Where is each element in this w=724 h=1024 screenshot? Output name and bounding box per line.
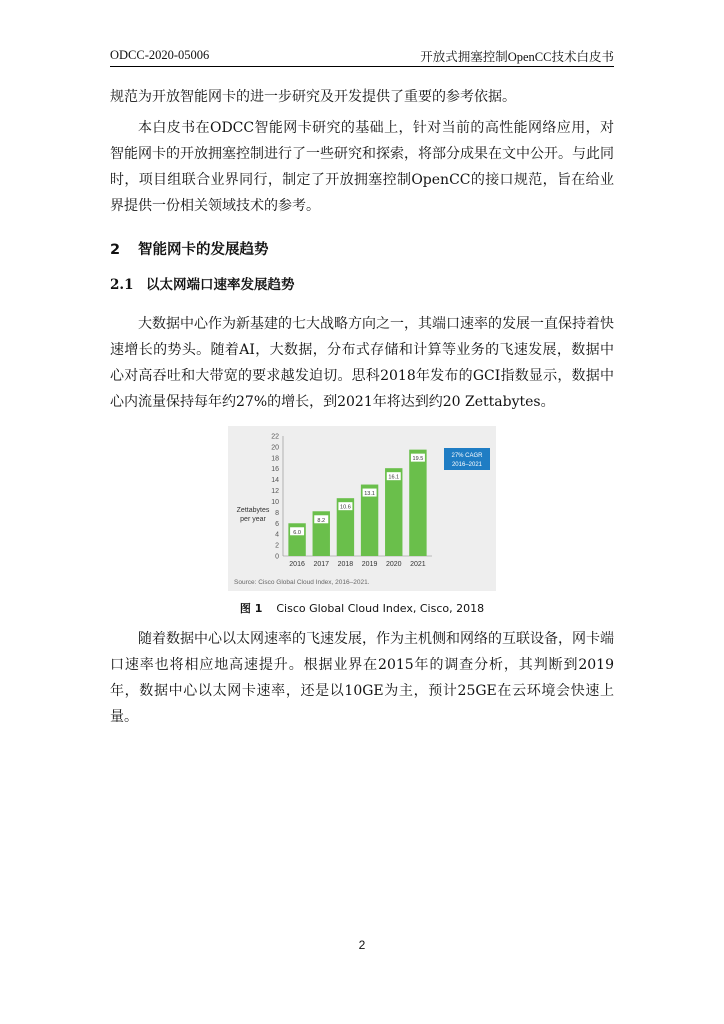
cagr-annotation: 27% CAGR xyxy=(451,453,483,459)
y-tick-label: 8 xyxy=(275,509,279,517)
subsection-title: 以太网端口速率发展趋势 xyxy=(146,277,295,293)
chart-source: Source: Cisco Global Cloud Index, 2016–2021. xyxy=(234,579,370,586)
body-paragraph-2: 随着数据中心以太网速率的飞速发展，作为主机侧和网络的互联设备，网卡端口速率也将相应地高速提升。根据业界在2015年的调查分析，其判断到2019年，数据中心以太网卡速率，还是以10GE为主，预计25GE在云环境会快速上量。 xyxy=(110,631,614,725)
x-tick-label: 2019 xyxy=(361,561,378,568)
x-tick-label: 2020 xyxy=(385,561,402,568)
header-doc-title: 开放式拥塞控制OpenCC技术白皮书 xyxy=(420,50,614,64)
bar-value-label: 13.1 xyxy=(364,491,375,498)
subsection-number: 2.1 xyxy=(110,277,134,293)
x-tick-label: 2016 xyxy=(289,561,305,568)
y-tick-label: 0 xyxy=(275,553,279,561)
y-tick-label: 6 xyxy=(275,520,279,528)
figure-label: 图 1 xyxy=(239,602,263,615)
section-title: 智能网卡的发展趋势 xyxy=(138,242,269,258)
y-tick-label: 10 xyxy=(271,498,279,506)
y-tick-label: 22 xyxy=(271,433,279,441)
bar-value-label: 19.5 xyxy=(412,456,424,463)
y-tick-label: 2 xyxy=(275,542,279,550)
page-number: 2 xyxy=(358,938,366,952)
y-tick-label: 18 xyxy=(271,455,279,463)
bar-value-label: 6.0 xyxy=(293,529,301,536)
bar-chart xyxy=(228,426,496,591)
y-tick-label: 20 xyxy=(271,444,279,452)
y-axis-label: Zettabytes xyxy=(236,507,270,514)
cagr-annotation: 2016–2021 xyxy=(451,462,483,468)
y-tick-label: 12 xyxy=(271,488,279,496)
header-rule xyxy=(110,66,614,67)
figure-chart xyxy=(228,426,496,591)
bar xyxy=(385,468,402,556)
bar-value-label: 10.6 xyxy=(340,504,351,511)
figure-caption xyxy=(0,600,724,616)
figure-caption-text: Cisco Global Cloud Index, Cisco, 2018 xyxy=(276,602,485,615)
y-tick-label: 16 xyxy=(271,466,279,474)
body-paragraph-1: 大数据中心作为新基建的七大战略方向之一，其端口速率的发展一直保持着快速增长的势头。随着AI，大数据，分布式存储和计算等业务的飞速发展，数据中心对高吞吐和大带宽的要求越发迫切。思科2018年发布的GCI指数显示，数据中心内流量保持每年约27%的增长，到2021年将达到约20 Zettabytes。 xyxy=(110,316,614,410)
header-doc-id: ODCC-2020-05006 xyxy=(110,48,210,62)
bar-value-label: 8.2 xyxy=(317,517,326,524)
y-tick-label: 14 xyxy=(271,477,279,485)
y-tick-label: 4 xyxy=(275,531,279,539)
intro-paragraph-1: 规范为开放智能网卡的进一步研究及开发提供了重要的参考依据。 xyxy=(110,89,516,105)
bar-value-label: 16.1 xyxy=(388,474,400,481)
section-number: 2 xyxy=(110,242,121,258)
section-heading xyxy=(110,238,269,259)
x-tick-label: 2017 xyxy=(313,561,330,568)
y-axis-label: per year xyxy=(240,516,266,523)
bar xyxy=(409,450,426,556)
x-tick-label: 2021 xyxy=(410,561,426,568)
subsection-heading xyxy=(110,273,295,293)
intro-paragraph-2: 本白皮书在ODCC智能网卡研究的基础上，针对当前的高性能网络应用，对智能网卡的开放拥塞控制进行了一些研究和探索，将部分成果在文中公开。与此同时，项目组联合业界同行，制定了开放拥塞控制OpenCC的接口规范，旨在给业界提供一份相关领域技术的参考。 xyxy=(110,120,614,214)
x-tick-label: 2018 xyxy=(337,561,354,568)
